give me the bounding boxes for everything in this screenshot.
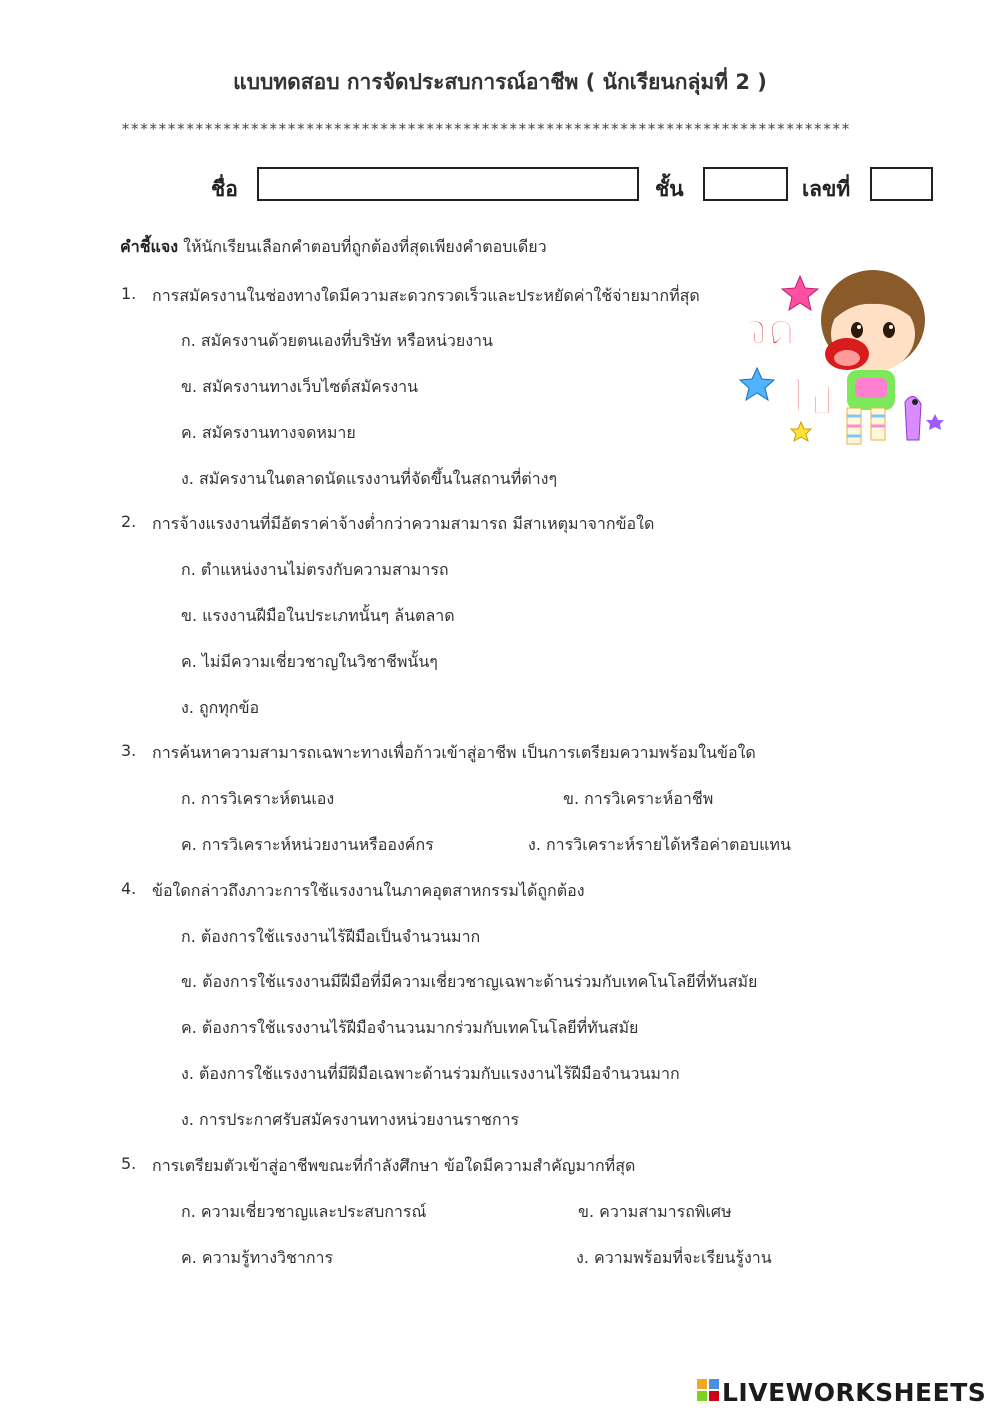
yellow-star-icon xyxy=(791,422,811,441)
class-field[interactable] xyxy=(703,167,788,201)
sticker-text-top: จัด xyxy=(743,305,795,354)
question-2-number: 2. xyxy=(121,512,137,531)
question-5-option-c[interactable]: ค. ความรู้ทางวิชาการ xyxy=(181,1248,334,1267)
question-4-number: 4. xyxy=(121,879,137,898)
question-1-number: 1. xyxy=(121,284,137,303)
blue-star-icon xyxy=(740,368,774,400)
question-2-option-a[interactable]: ก. ตำแหน่งงานไม่ตรงกับความสามารถ xyxy=(181,560,449,579)
cartoon-girl-sticker xyxy=(735,262,950,457)
question-1-text: การสมัครงานในช่องทางใดมีความสะดวกรวดเร็วและประหยัดค่าใช้จ่ายมากที่สุด xyxy=(152,286,700,305)
question-5-option-d[interactable]: ง. ความพร้อมที่จะเรียนรู้งาน xyxy=(576,1248,772,1267)
question-1-option-b[interactable]: ข. สมัครงานทางเว็บไซต์สมัครงาน xyxy=(181,377,419,396)
question-5-option-b[interactable]: ข. ความสามารถพิเศษ xyxy=(578,1202,732,1221)
question-5-number: 5. xyxy=(121,1154,137,1173)
question-2-option-d[interactable]: ง. ถูกทุกข้อ xyxy=(181,698,260,717)
question-3-option-b[interactable]: ข. การวิเคราะห์อาชีพ xyxy=(563,789,714,808)
question-1-option-d[interactable]: ง. สมัครงานในตลาดนัดแรงงานที่จัดขึ้นในสถานที่ต่างๆ xyxy=(181,469,558,488)
instruction-text: ให้นักเรียนเลือกคำตอบที่ถูกต้องที่สุดเพียงคำตอบเดียว xyxy=(178,237,547,256)
question-5-text: การเตรียมตัวเข้าสู่อาชีพขณะที่กำลังศึกษา ข้อใดมีความสำคัญมากที่สุด xyxy=(152,1156,636,1175)
question-4-option-e[interactable]: ง. การประกาศรับสมัครงานทางหน่วยงานราชการ xyxy=(181,1110,520,1129)
purple-star-icon xyxy=(926,414,944,430)
number-field[interactable] xyxy=(870,167,933,201)
instruction xyxy=(120,235,547,260)
sticker-text-bottom: ไป xyxy=(787,378,833,424)
question-4-text: ข้อใดกล่าวถึงภาวะการใช้แรงงานในภาคอุตสาหกรรมได้ถูกต้อง xyxy=(152,881,585,900)
question-4-option-a[interactable]: ก. ต้องการใช้แรงงานไร้ฝีมือเป็นจำนวนมาก xyxy=(181,927,481,946)
class-label: ชั้น xyxy=(655,177,684,201)
question-2-option-b[interactable]: ข. แรงงานฝีมือในประเภทนั้นๆ ล้นตลาด xyxy=(181,606,455,625)
question-3-option-a[interactable]: ก. การวิเคราะห์ตนเอง xyxy=(181,789,335,808)
question-3-option-d[interactable]: ง. การวิเคราะห์รายได้หรือค่าตอบแทน xyxy=(528,835,791,854)
question-2-option-c[interactable]: ค. ไม่มีความเชี่ยวชาญในวิชาชีพนั้นๆ xyxy=(181,652,438,671)
question-4-option-b[interactable]: ข. ต้องการใช้แรงงานมีฝีมือที่มีความเชี่ยวชาญเฉพาะด้านร่วมกับเทคโนโลยีที่ทันสมัย xyxy=(181,972,758,991)
name-field[interactable] xyxy=(257,167,639,201)
question-3-text: การค้นหาความสามารถเฉพาะทางเพื่อก้าวเข้าสู่อาชีพ เป็นการเตรียมความพร้อมในข้อใด xyxy=(152,743,756,762)
instruction-label: คำชี้แจง xyxy=(120,237,179,256)
number-label: เลขที่ xyxy=(802,177,851,201)
question-4-option-d[interactable]: ง. ต้องการใช้แรงงานที่มีฝีมือเฉพาะด้านร่วมกับแรงงานไร้ฝีมือจำนวนมาก xyxy=(181,1064,680,1083)
question-4-option-c[interactable]: ค. ต้องการใช้แรงงานไร้ฝีมือจำนวนมากร่วมกับเทคโนโลยีที่ทันสมัย xyxy=(181,1018,639,1037)
question-2-text: การจ้างแรงงานที่มีอัตราค่าจ้างต่ำกว่าความสามารถ มีสาเหตุมาจากข้อใด xyxy=(152,514,655,533)
liveworksheets-logo-icon xyxy=(697,1379,719,1401)
question-3-option-c[interactable]: ค. การวิเคราะห์หน่วยงานหรือองค์กร xyxy=(181,835,434,854)
page-title: แบบทดสอบ การจัดประสบการณ์อาชีพ ( นักเรียนกลุ่มที่ 2 ) xyxy=(233,70,767,94)
question-1-option-a[interactable]: ก. สมัครงานด้วยตนเองที่บริษัท หรือหน่วยงาน xyxy=(181,331,493,350)
question-1-option-c[interactable]: ค. สมัครงานทางจดหมาย xyxy=(181,423,356,442)
question-3-number: 3. xyxy=(121,741,137,760)
divider: ******************************************************************************* xyxy=(121,120,851,138)
name-label: ชื่อ xyxy=(211,177,238,201)
question-5-option-a[interactable]: ก. ความเชี่ยวชาญและประสบการณ์ xyxy=(181,1202,427,1221)
footer-logo-text[interactable]: LIVEWORKSHEETS xyxy=(722,1378,987,1407)
